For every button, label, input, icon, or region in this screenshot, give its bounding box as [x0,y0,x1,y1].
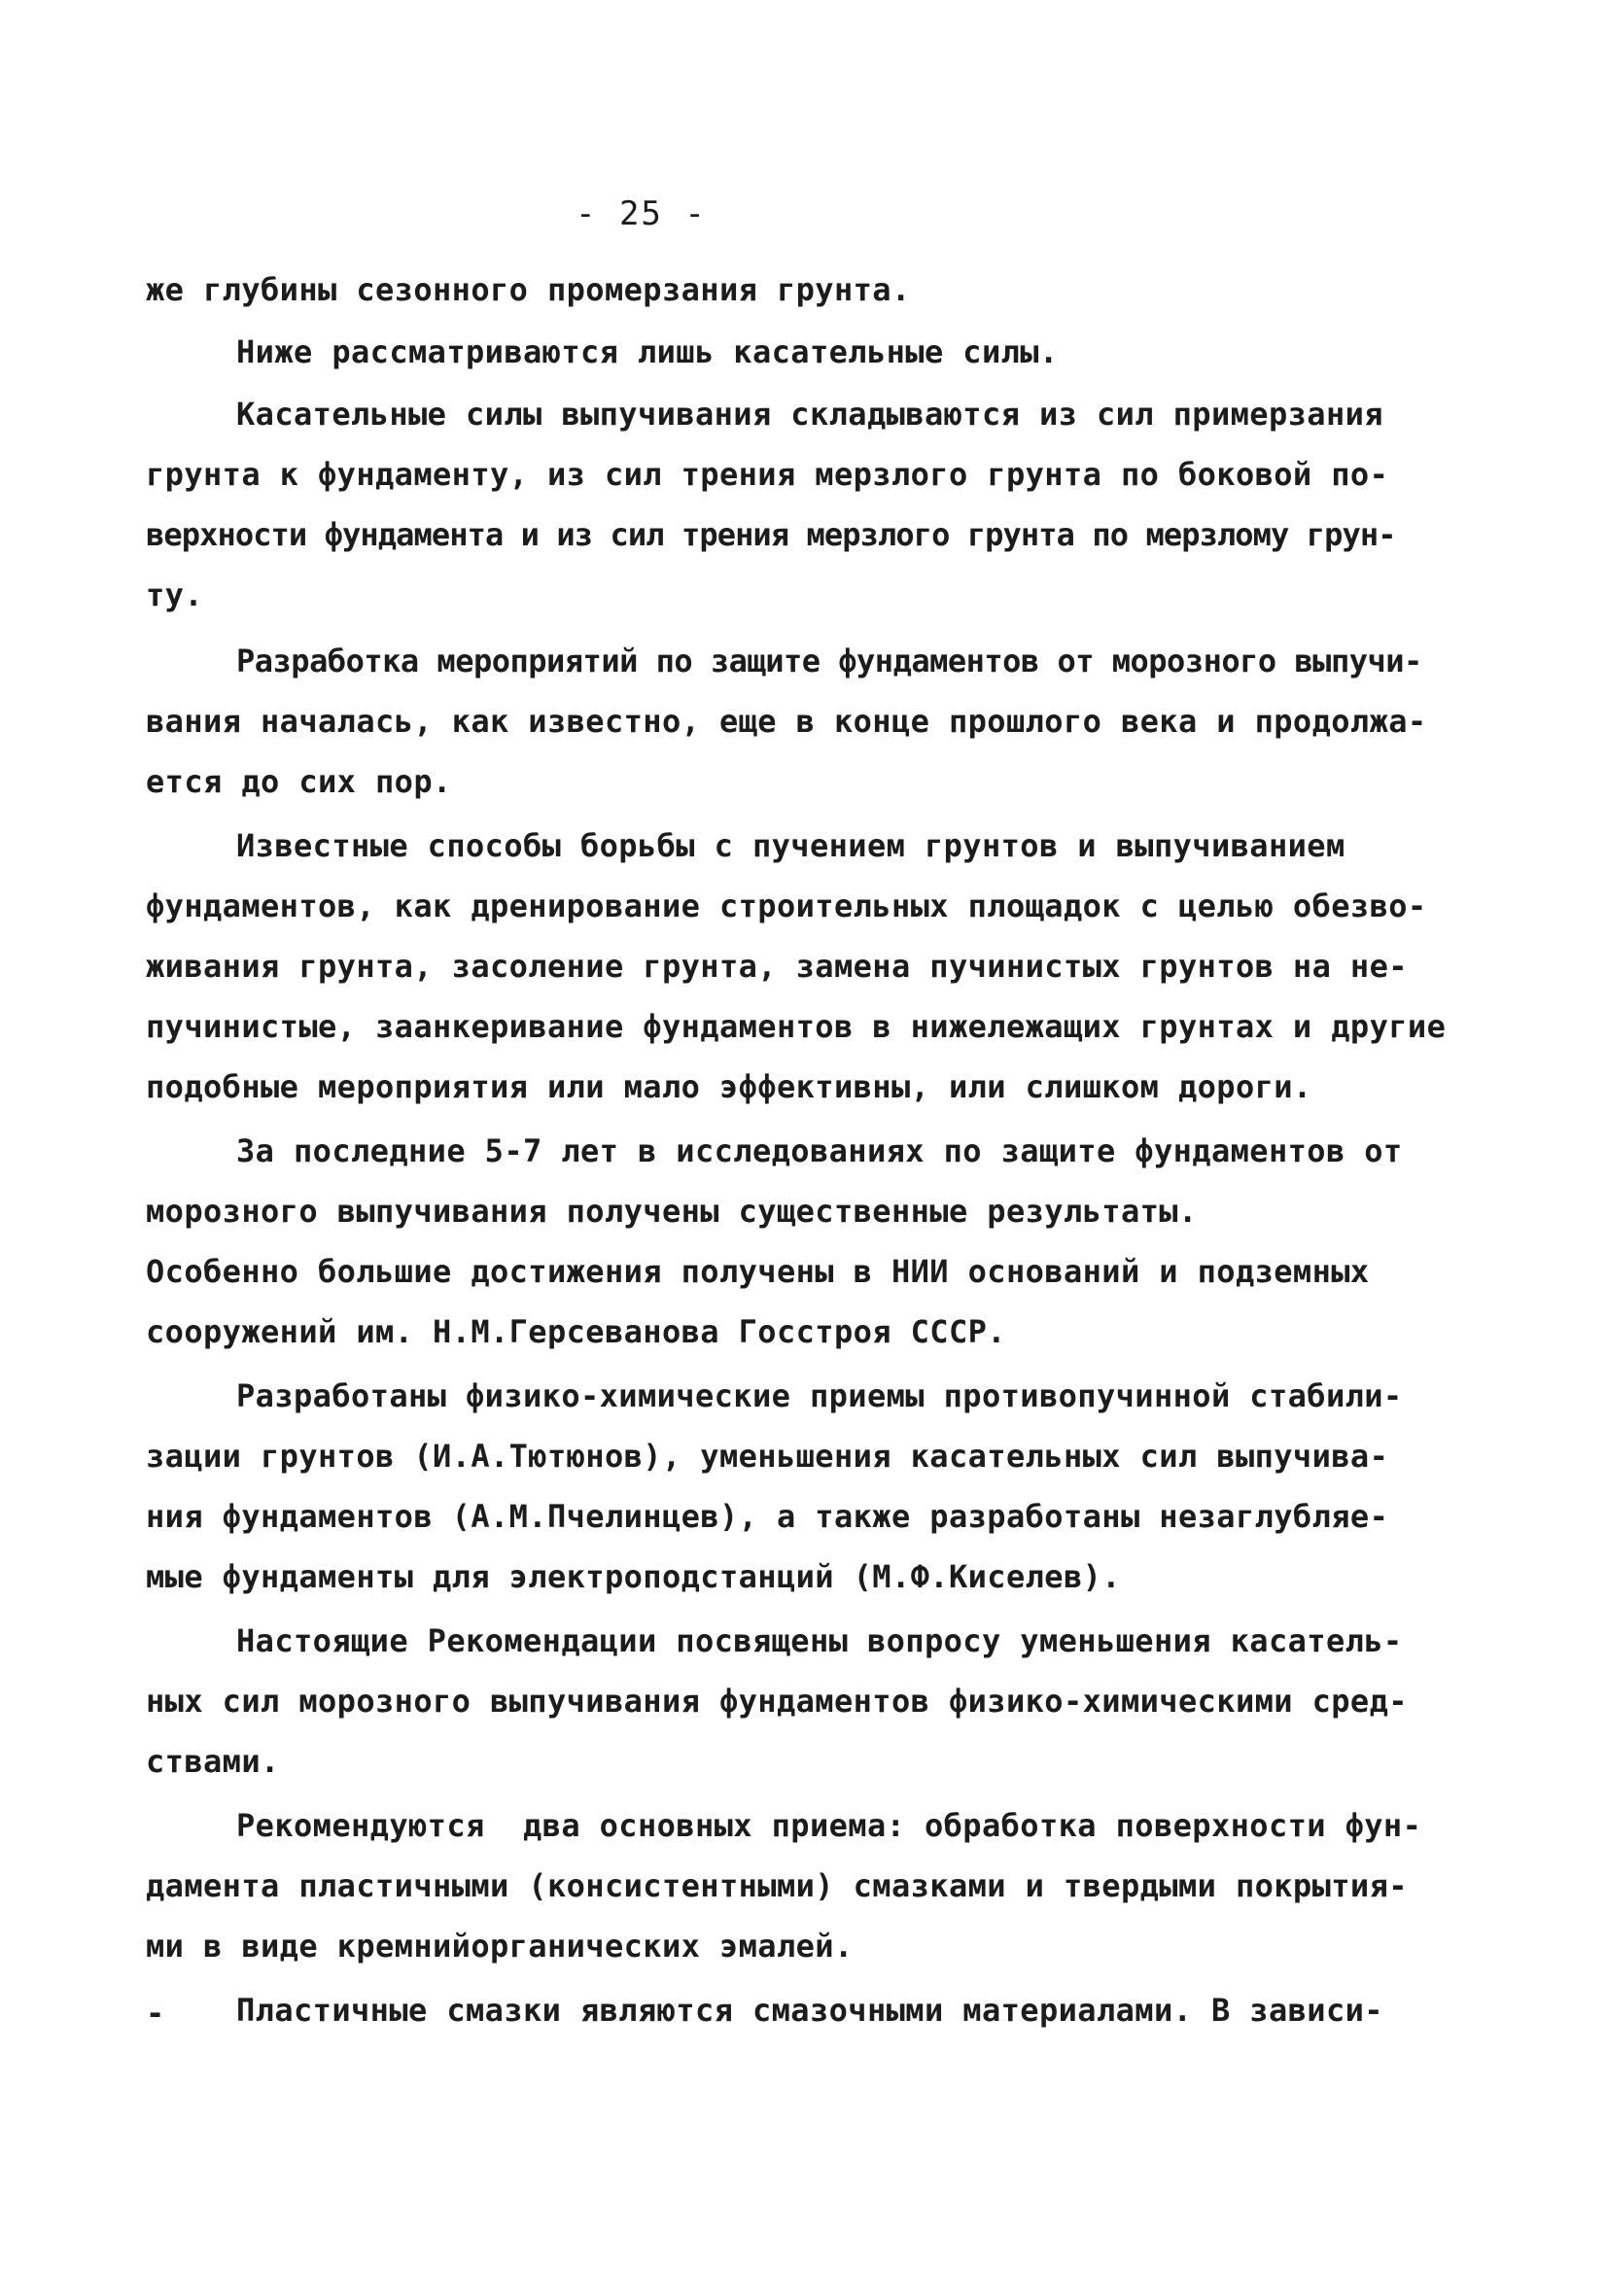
text-line: ствами. [146,1743,280,1780]
text-line: же глубины сезонного промерзания грунта. [146,271,911,308]
text-line: Разработка мероприятий по защите фундаментов от морозного выпучи- [236,643,1422,679]
text-line: зации грунтов (И.А.Тютюнов), уменьшения касательных сил выпучива- [146,1438,1389,1475]
text-line: Разработаны физико-химические приемы противопучинной стабили- [236,1377,1403,1414]
text-line: подобные мероприятия или мало эффективны, или слишком дороги. [146,1068,1312,1105]
page-number: - 25 - [576,194,707,233]
text-line: морозного выпучивания получены существенные результаты. [146,1193,1198,1230]
text-line: вания началась, как известно, еще в конце прошлого века и продолжа- [146,703,1427,740]
text-line: За последние 5-7 лет в исследованиях по защите фундаментов от [236,1132,1403,1169]
text-line: пучинистые, заанкеривание фундаментов в нижележащих грунтах и другие [146,1008,1447,1045]
text-line: верхности фундамента и из сил трения мерзлого грунта по мерзлому грун- [146,516,1396,553]
text-line: дамента пластичными (консистентными) смазками и твердыми покрытия- [146,1867,1408,1904]
text-line: фундаментов, как дренирование строительных площадок с целью обезво- [146,887,1427,924]
text-line: Ниже рассматриваются лишь касательные силы. [236,333,1059,370]
text-line: Пластичные смазки являются смазочными материалами. В зависи- [236,1992,1383,2029]
text-line: ту. [146,576,203,613]
margin-mark: - [146,1995,165,2032]
text-line: мые фундаменты для электроподстанций (М.Ф.Киселев). [146,1558,1121,1595]
text-line: живания грунта, засоление грунта, замена пучинистых грунтов на не- [146,948,1408,985]
text-line: ных сил морозного выпучивания фундаментов физико-химическими сред- [146,1683,1408,1720]
text-line: Настоящие Рекомендации посвящены вопросу уменьшения касатель- [236,1622,1403,1659]
text-line: Известные способы борьбы с пучением грунтов и выпучиванием [236,827,1345,864]
text-line: Особенно большие достижения получены в НИИ оснований и подземных [146,1253,1370,1290]
text-line: ется до сих пор. [146,763,452,800]
text-line: Рекомендуются два основных приема: обработка поверхности фун- [236,1807,1422,1844]
text-line: ми в виде кремнийорганических эмалей. [146,1928,854,1965]
text-line: ния фундаментов (А.М.Пчелинцев), а также разработаны незаглубляе- [146,1498,1389,1535]
text-line: грунта к фундаменту, из сил трения мерзлого грунта по боковой по- [146,456,1389,493]
text-line: сооружений им. Н.М.Герсеванова Госстроя СССР. [146,1313,1006,1350]
text-line: Касательные силы выпучивания складываются из сил примерзания [236,396,1383,433]
